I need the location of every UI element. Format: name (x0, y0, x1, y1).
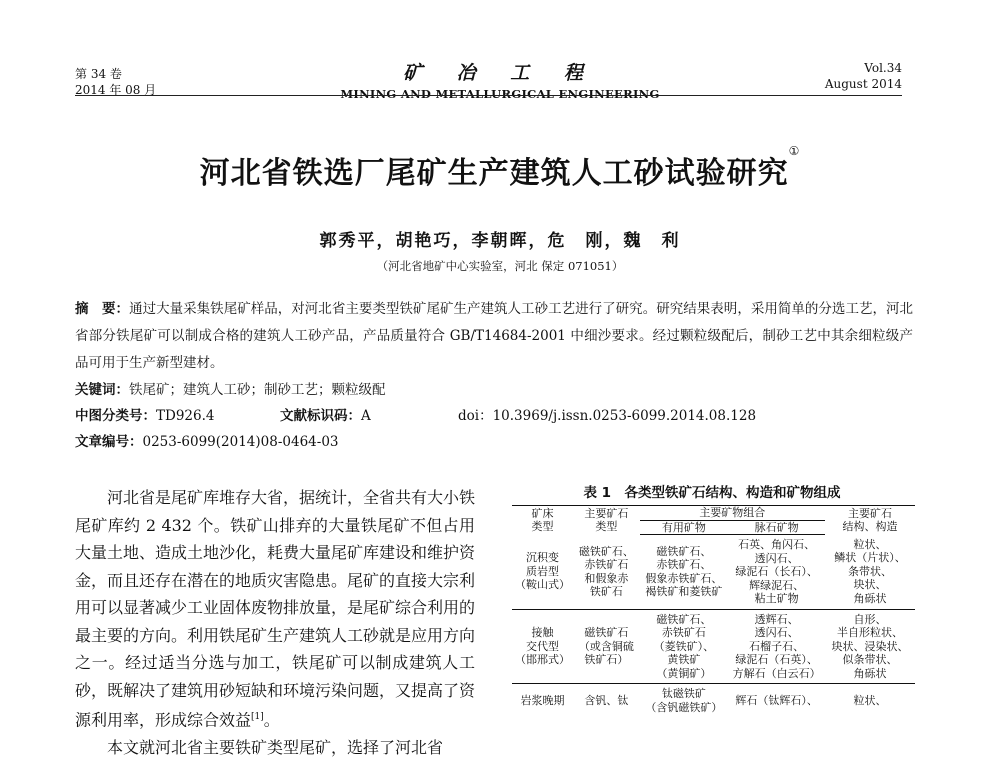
article-number-label: 文章编号： (75, 434, 143, 450)
body-paragraph-1-end: 。 (263, 710, 280, 730)
table-row (512, 684, 915, 718)
abstract (75, 296, 913, 377)
cell-gangue-minerals: 辉石（钛辉石）、 (728, 684, 825, 718)
reference-mark: [1] (251, 712, 264, 722)
doc-code-label: 文献标识码： (280, 408, 361, 424)
body-paragraph (75, 734, 475, 761)
ore-table (512, 505, 915, 717)
keywords-label: 关键词： (75, 382, 129, 398)
cell-gangue-minerals: 透辉石、 透闪石、 石榴子石、 绿泥石（石英）、 方解石（白云石） (728, 609, 825, 684)
journal-name-en: MINING AND METALLURGICAL ENGINEERING (340, 87, 660, 101)
affiliation: （河北省地矿中心实验室，河北 保定 071051） (376, 259, 624, 273)
authors: 郭秀平，胡艳巧，李朝晖，危 刚，魏 利 (319, 231, 681, 251)
cell-useful-minerals: 钛磁铁矿 （含钒磁铁矿） (640, 684, 729, 718)
article-number (75, 430, 339, 450)
cell-deposit-type: 沉积变 质岩型 （鞍山式） (515, 551, 571, 592)
paper-title (0, 144, 1000, 192)
col-header-structure: 主要矿石 结构、构造 (825, 506, 915, 535)
doi: doi：10.3969/j.issn.0253-6099.2014.08.128 (458, 408, 757, 424)
cell-ore-type: 磁铁矿石 （或含铜硫 铁矿石） (573, 609, 640, 684)
volume-en: Vol.34 (864, 61, 902, 75)
keywords (75, 378, 386, 398)
cell-gangue-minerals: 石英、角闪石、 透闪石、 绿泥石（长石）、 辉绿泥石、 粘土矿物 (735, 538, 818, 605)
cell-structure: 自形、 半自形粒状、 块状、浸染状、 似条带状、 角砾状 (825, 609, 915, 684)
clc-value: TD926.4 (156, 408, 215, 424)
volume-cn: 第 34 卷 (75, 67, 122, 81)
header-left (75, 66, 156, 98)
cell-deposit-type: 接触 交代型 （邯邢式） (512, 609, 573, 684)
col-header-mineral-group: 主要矿物组合 (640, 506, 825, 521)
cell-useful-minerals: 磁铁矿石、 赤铁矿石、 假象赤铁矿石、 褐铁矿和菱铁矿 (645, 544, 723, 599)
header-right (825, 60, 902, 92)
body-paragraph (75, 484, 475, 734)
article-number-value: 0253-6099(2014)08-0464-03 (142, 434, 339, 450)
col-header-gangue-minerals: 脉石矿物 (728, 520, 825, 535)
journal-name-cn: 矿 冶 工 程 (403, 62, 597, 84)
col-header-useful-minerals: 有用矿物 (640, 520, 729, 535)
cell-deposit-type: 岩浆晚期 (512, 684, 573, 718)
body-paragraph-1: 河北省是尾矿库堆存大省，据统计，全省共有大小铁尾矿库约 2 432 个。铁矿山排弃的大量铁尾矿不但占用大量土地、造成土地沙化，耗费大量尾矿库建设和维护资金，而且还存在潜在的地质灾害隐患。尾矿的直接大宗利用可以显著减少工业固体废物排放量，是尾矿综合利用的最主要的方向。利用铁尾矿生产建筑人工砂就是应用方向之一。经过适当分选与加工，铁尾矿可以制成建筑人工砂，既解决了建筑用砂短缺和环境污染问题，又提高了资源利用率，形成综合效益 (75, 488, 476, 730)
cell-structure: 粒状、 鳞状（片状）、 条带状、 块状、 角砾状 (834, 537, 906, 605)
col-header-deposit-type: 矿床 类型 (512, 506, 573, 535)
col-header-ore-type: 主要矿石 类型 (573, 506, 640, 535)
classification-line (75, 404, 915, 424)
table-row (512, 609, 915, 684)
paper-title-text: 河北省铁选厂尾矿生产建筑人工砂试验研究 (199, 156, 789, 191)
doc-code-value: A (361, 408, 371, 424)
abstract-text: 通过大量采集铁尾矿样品，对河北省主要类型铁矿尾矿生产建筑人工砂工艺进行了研究。研究结果表明，采用简单的分选工艺，河北省部分铁尾矿可以制成合格的建筑人工砂产品，产品质量符合 GB/T14684-2001 中细沙要求。经过颗粒级配后，制砂工艺中其余细粒级产品可用于生产新型建材。 (75, 301, 914, 371)
cell-ore-type: 含钒、钛 (573, 684, 640, 718)
date-en: August 2014 (824, 77, 902, 91)
abstract-label: 摘 要： (75, 301, 130, 317)
cell-structure: 粒状、 (825, 684, 915, 718)
title-footnote-mark: ① (788, 144, 801, 158)
cell-ore-type: 磁铁矿石、 赤铁矿石 和假象赤 铁矿石 (578, 544, 634, 598)
table-caption: 表 1 各类型铁矿石结构、构造和矿物组成 (583, 485, 841, 501)
table-row (512, 535, 915, 610)
keywords-text: 铁尾矿；建筑人工砂；制砂工艺；颗粒级配 (129, 382, 386, 398)
body-paragraph-2: 本文就河北省主要铁矿类型尾矿，选择了河北省 (107, 737, 444, 757)
clc-label: 中图分类号： (75, 408, 156, 424)
body-column-left (75, 484, 475, 761)
header-rule (75, 95, 902, 96)
cell-useful-minerals: 磁铁矿石、 赤铁矿石 （菱铁矿）、 黄铁矿 （黄铜矿） (640, 609, 729, 684)
date-cn: 2014 年 08 月 (75, 83, 157, 97)
